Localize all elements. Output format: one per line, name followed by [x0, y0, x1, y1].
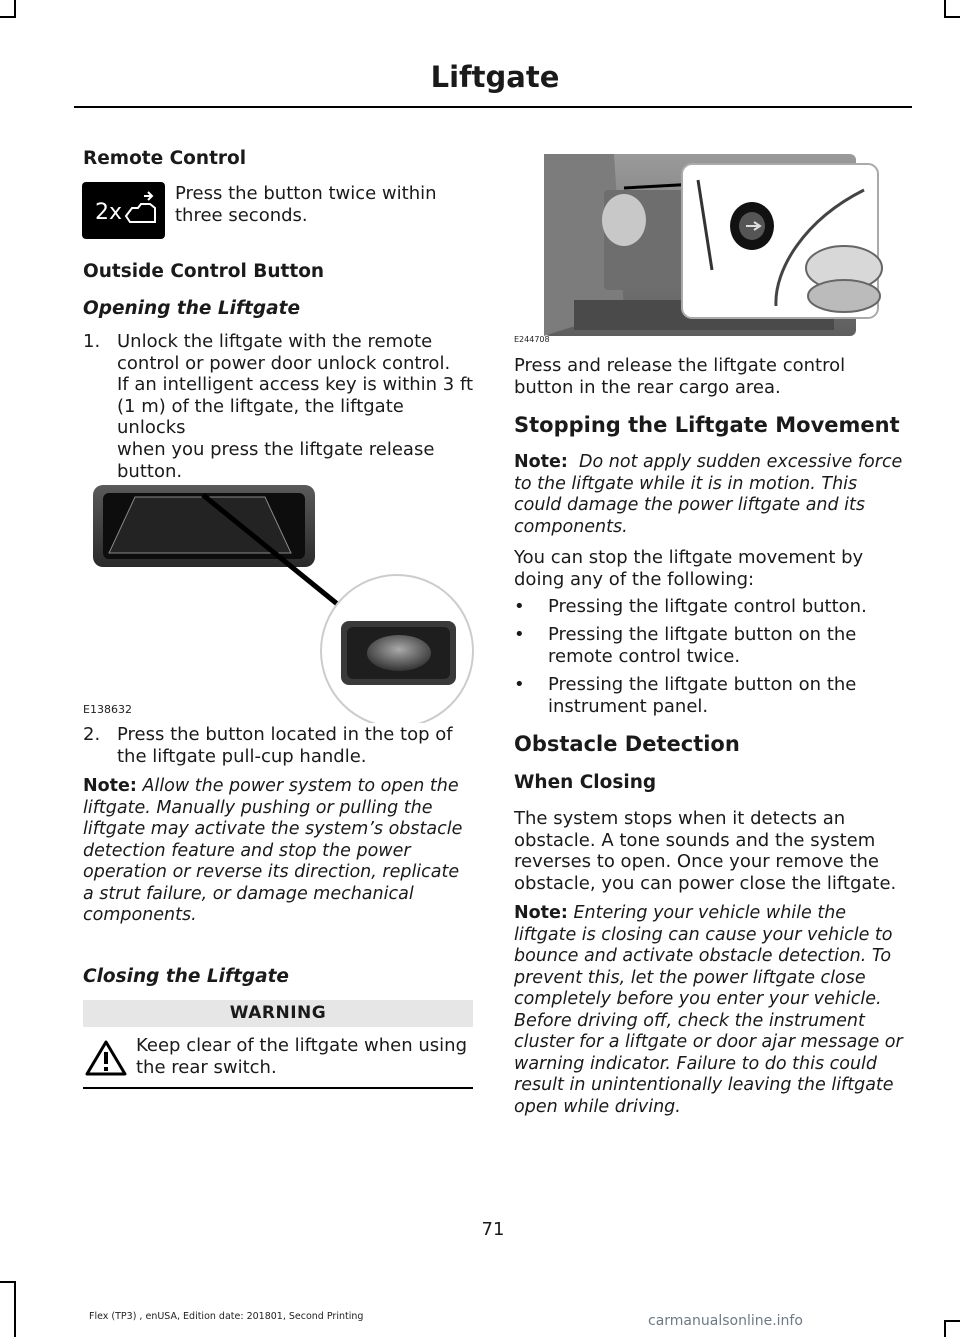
warning-title: WARNING: [83, 1000, 473, 1027]
warning-text: Keep clear of the liftgate when using the rear switch.: [136, 1035, 468, 1078]
crop-mark: [14, 1281, 16, 1337]
press-release-text: Press and release the liftgate control button in the rear cargo area.: [514, 355, 846, 398]
crop-mark: [0, 16, 16, 18]
note-power-system: Note: Allow the power system to open the liftgate. Manually pushing or pulling the liftgate may activate the system’s obstacle detection feature and stop the power operation or reverse its direction, replicate a strut failure, or damage mechanical components.: [83, 776, 463, 925]
stop-intro: You can stop the liftgate movement by doing any of the following:: [514, 547, 864, 590]
note-label: Note:: [514, 903, 568, 923]
when-closing-heading: When Closing: [514, 772, 657, 793]
watermark: carmanualsonline.info: [648, 1313, 803, 1329]
remote-instruction: Press the button twice within three seconds.: [175, 183, 437, 226]
crop-mark: [944, 1320, 960, 1322]
opening-heading: Opening the Liftgate: [83, 298, 301, 319]
remote-icon-text: 2x: [95, 200, 123, 225]
note-sudden-force: Note: Do not apply sudden excessive force to the liftgate while it is in motion. This could damage the power liftgate and its components.: [514, 452, 903, 537]
edition-info: Flex (TP3) , enUSA, Edition date: 201801, Second Printing: [89, 1311, 364, 1322]
remote-twice-icon: [82, 182, 165, 239]
closing-heading: Closing the Liftgate: [83, 966, 289, 987]
obstacle-paragraph: The system stops when it detects an obstacle. A tone sounds and the system reverses to open. Once your remove the obstacle, you can power close the liftgate.: [514, 808, 897, 894]
cargo-area-illustration: [514, 150, 906, 346]
page-number: 71: [481, 1219, 505, 1240]
obstacle-detection-heading: Obstacle Detection: [514, 732, 740, 756]
pull-cup-handle-illustration: [83, 473, 475, 723]
warning-rule: [83, 1087, 473, 1089]
stopping-heading: Stopping the Liftgate Movement: [514, 413, 900, 437]
header-rule: [74, 106, 912, 108]
crop-mark: [944, 16, 960, 18]
note-label: Note:: [514, 452, 568, 472]
warning-triangle-icon: [85, 1039, 127, 1077]
crop-mark: [0, 1281, 16, 1283]
figure-code: E138632: [83, 703, 132, 716]
note-label: Note:: [83, 776, 137, 796]
remote-control-heading: Remote Control: [83, 148, 247, 169]
page-title: Liftgate: [430, 60, 560, 94]
note-entering-vehicle: Note: Entering your vehicle while the liftgate is closing can cause your vehicle to bounce and activate obstacle detection. To prevent this, let the power liftgate close completely before you enter your vehicle. Before driving off, check the instrument cluster for a liftgate or door ajar message or warning indicator. Failure to do this could result in unintentionally leaving the liftgate open while driving.: [514, 903, 903, 1117]
figure-code: E244708: [514, 335, 550, 344]
crop-mark: [944, 1320, 946, 1337]
outside-control-heading: Outside Control Button: [83, 261, 325, 282]
